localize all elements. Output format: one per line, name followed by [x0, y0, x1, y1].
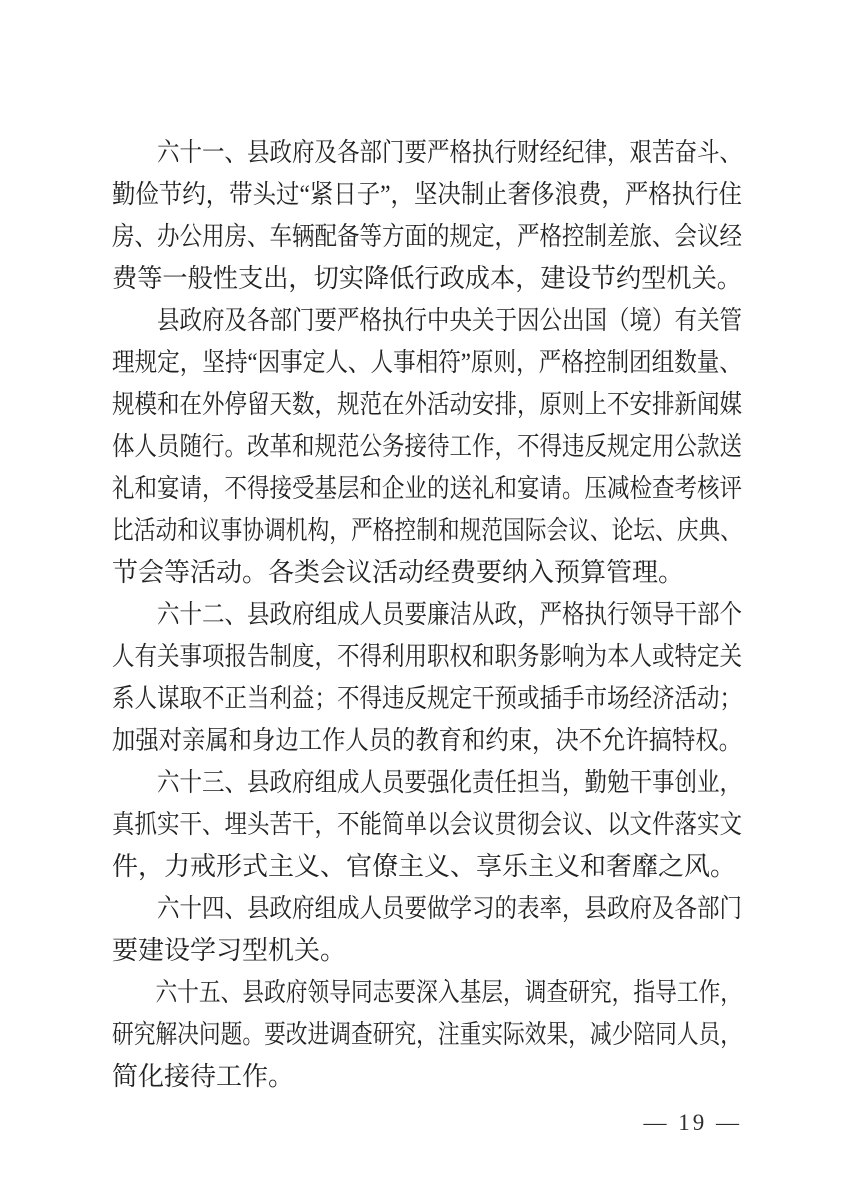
paragraph — [112, 132, 742, 300]
text-line — [112, 132, 742, 174]
text-line-content: 要建设学习型机关。 — [112, 936, 347, 965]
page-number: — 19 — — [643, 1110, 742, 1135]
text-line — [112, 468, 742, 510]
text-line-content: 人有关事项报告制度，不得利用职权和职务影响为本人或特定关 — [112, 642, 742, 671]
text-line — [112, 636, 742, 678]
text-line — [112, 510, 742, 552]
text-line — [112, 552, 742, 594]
text-line — [112, 174, 742, 216]
paragraph — [112, 762, 742, 888]
text-line — [112, 804, 742, 846]
paragraph — [112, 888, 742, 972]
text-line — [112, 888, 742, 930]
text-line — [112, 846, 742, 888]
text-line-content: 六十五、县政府领导同志要深入基层，调查研究，指导工作， — [155, 978, 742, 1007]
text-line — [112, 384, 742, 426]
text-line — [112, 342, 742, 384]
text-line-content: 房、办公用房、车辆配备等方面的规定，严格控制差旅、会议经 — [112, 222, 742, 251]
text-line-content: 研究解决问题。要改进调查研究，注重实际效果，减少陪同人员， — [112, 1020, 742, 1049]
text-line-content: 勤俭节约，带头过“紧日子”，坚决制止奢侈浪费，严格执行住 — [112, 180, 742, 209]
text-line-content: 加强对亲属和身边工作人员的教育和约束，决不允许搞特权。 — [112, 726, 742, 755]
text-line — [112, 216, 742, 258]
document-body — [112, 132, 742, 1098]
paragraph — [112, 594, 742, 762]
text-line-content: 比活动和议事协调机构，严格控制和规范国际会议、论坛、庆典、 — [112, 516, 742, 545]
text-line-content: 六十四、县政府组成人员要做学习的表率，县政府及各部门 — [156, 894, 743, 923]
paragraph — [112, 972, 742, 1098]
text-line-content: 节会等活动。各类会议活动经费要纳入预算管理。 — [112, 558, 685, 587]
text-line-content: 礼和宴请，不得接受基层和企业的送礼和宴请。压减检查考核评 — [112, 474, 742, 503]
text-line — [112, 1056, 742, 1098]
text-line — [112, 594, 742, 636]
text-line-content: 规模和在外停留天数，规范在外活动安排，原则上不安排新闻媒 — [112, 390, 742, 419]
text-line-content: 系人谋取不正当利益；不得违反规定干预或插手市场经济活动； — [112, 684, 742, 713]
text-line — [112, 972, 742, 1014]
text-line-content: 理规定，坚持“因事定人、人事相符”原则，严格控制团组数量、 — [112, 348, 742, 377]
text-line-content: 六十三、县政府组成人员要强化责任担当，勤勉干事创业， — [156, 768, 743, 797]
text-line-content: 体人员随行。改革和规范公务接待工作，不得违反规定用公款送 — [112, 432, 742, 461]
text-line — [112, 762, 742, 804]
paragraph — [112, 300, 742, 594]
text-line-content: 件，力戒形式主义、官僚主义、享乐主义和奢靡之风。 — [112, 852, 737, 881]
text-line — [112, 258, 742, 300]
text-line — [112, 720, 742, 762]
text-line — [112, 300, 742, 342]
text-line-content: 费等一般性支出，切实降低行政成本，建设节约型机关。 — [112, 264, 742, 293]
text-line-content: 六十一、县政府及各部门要严格执行财经纪律，艰苦奋斗、 — [156, 138, 743, 167]
text-line — [112, 678, 742, 720]
text-line-content: 真抓实干、埋头苦干，不能简单以会议贯彻会议、以文件落实文 — [112, 810, 742, 839]
text-line — [112, 930, 742, 972]
text-line-content: 六十二、县政府组成人员要廉洁从政，严格执行领导干部个 — [156, 600, 743, 629]
text-line-content: 简化接待工作。 — [112, 1062, 295, 1091]
text-line — [112, 1014, 742, 1056]
text-line — [112, 426, 742, 468]
text-line-content: 县政府及各部门要严格执行中央关于因公出国（境）有关管 — [156, 306, 743, 335]
